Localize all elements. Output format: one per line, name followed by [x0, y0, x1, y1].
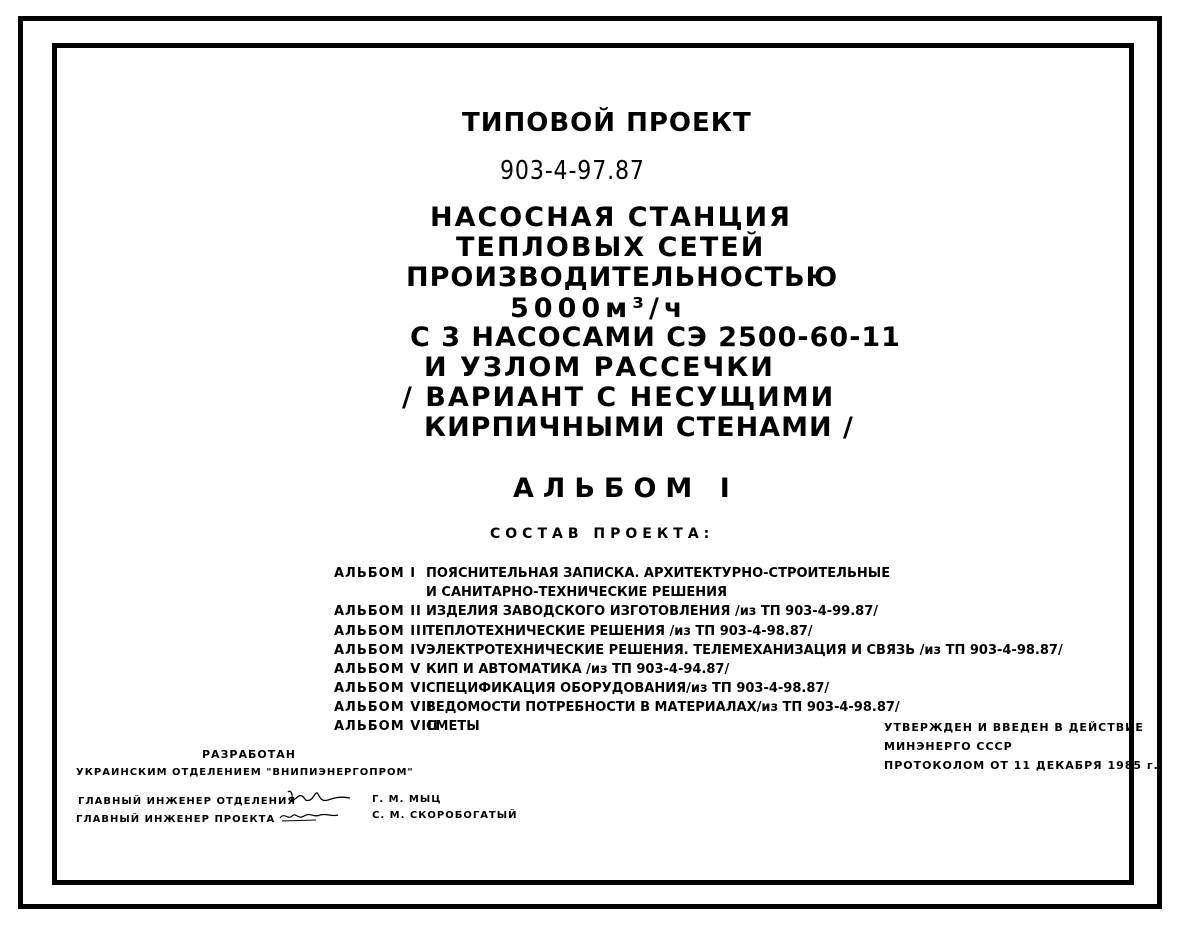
album-label: АЛЬБОМ IV: [334, 643, 428, 658]
title-line-5: С 3 НАСОСАМИ СЭ 2500-60-11: [410, 322, 901, 353]
album-label: АЛЬБОМ III: [334, 624, 428, 639]
title-line-7: / ВАРИАНТ С НЕСУЩИМИ: [402, 382, 836, 413]
album-label: АЛЬБОМ VI: [334, 681, 428, 696]
title-line-8: КИРПИЧНЫМИ СТЕНАМИ /: [424, 412, 854, 443]
album-text: ЭЛЕКТРОТЕХНИЧЕСКИЕ РЕШЕНИЯ. ТЕЛЕМЕХАНИЗАЦИЯ И СВЯЗЬ /из ТП 903-4-98.87/: [426, 643, 1063, 658]
album-text: ТЕПЛОТЕХНИЧЕСКИЕ РЕШЕНИЯ /из ТП 903-4-98.87/: [426, 624, 813, 639]
approval-line-1: УТВЕРЖДЕН И ВВЕДЕН В ДЕЙСТВИЕ: [884, 721, 1144, 734]
album-text: СПЕЦИФИКАЦИЯ ОБОРУДОВАНИЯ/из ТП 903-4-98.87/: [426, 681, 830, 696]
title-line-1: НАСОСНАЯ СТАНЦИЯ: [430, 202, 792, 233]
project-type: ТИПОВОЙ ПРОЕКТ: [462, 108, 752, 138]
approval-line-2: МИНЭНЕРГО СССР: [884, 740, 1013, 753]
approval-line-3: ПРОТОКОЛОМ ОТ 11 ДЕКАБРЯ 1985 г.: [884, 759, 1159, 772]
album-text: ИЗДЕЛИЯ ЗАВОДСКОГО ИЗГОТОВЛЕНИЯ /из ТП 903-4-99.87/: [426, 604, 879, 619]
album-label: АЛЬБОМ II: [334, 604, 422, 619]
album-text: ПОЯСНИТЕЛЬНАЯ ЗАПИСКА. АРХИТЕКТУРНО-СТРОИТЕЛЬНЫЕ: [426, 566, 891, 581]
album-title: АЛЬБОМ I: [513, 473, 739, 504]
album-label: АЛЬБОМ V: [334, 662, 422, 677]
handwritten-signature-2: [276, 808, 342, 824]
album-label: АЛЬБОМ I: [334, 566, 417, 581]
approval-block: [884, 718, 1159, 775]
album-row-4: [334, 643, 1063, 658]
album-row-8: [334, 719, 480, 734]
album-row-1: [334, 566, 890, 581]
project-number: 903-4-97.87: [500, 156, 645, 186]
album-row-2: [334, 604, 878, 619]
album-label: АЛЬБОМ VIII: [334, 719, 439, 734]
album-row-1b: [334, 585, 727, 600]
handwritten-signature-1: [284, 786, 354, 808]
signature-role-2: ГЛАВНЫЙ ИНЖЕНЕР ПРОЕКТА: [76, 814, 276, 825]
signature-name-2: С. М. СКОРОБОГАТЫЙ: [372, 810, 518, 821]
title-line-3: ПРОИЗВОДИТЕЛЬНОСТЬЮ: [406, 262, 839, 293]
album-row-3: [334, 624, 813, 639]
composition-heading: СОСТАВ ПРОЕКТА:: [490, 526, 715, 542]
developer-org: УКРАИНСКИМ ОТДЕЛЕНИЕМ "ВНИПИЭНЕРГОПРОМ": [76, 767, 414, 778]
album-label: АЛЬБОМ VII: [334, 700, 433, 715]
signature-name-1: Г. М. МЫЦ: [372, 794, 442, 805]
album-text: СМЕТЫ: [426, 719, 480, 734]
developer-label: РАЗРАБОТАН: [202, 748, 296, 761]
album-text: КИП И АВТОМАТИКА /из ТП 903-4-94.87/: [426, 662, 730, 677]
signature-role-1: ГЛАВНЫЙ ИНЖЕНЕР ОТДЕЛЕНИЯ: [78, 796, 297, 807]
album-text: И САНИТАРНО-ТЕХНИЧЕСКИЕ РЕШЕНИЯ: [426, 585, 728, 600]
album-row-7: [334, 700, 900, 715]
album-row-6: [334, 681, 829, 696]
title-line-2: ТЕПЛОВЫХ СЕТЕЙ: [456, 232, 766, 263]
title-line-4: 5000м³/ч: [510, 293, 688, 324]
album-row-5: [334, 662, 729, 677]
album-text: ВЕДОМОСТИ ПОТРЕБНОСТИ В МАТЕРИАЛАХ/из ТП 903-4-98.87/: [426, 700, 900, 715]
title-line-6: И УЗЛОМ РАССЕЧКИ: [424, 352, 775, 383]
